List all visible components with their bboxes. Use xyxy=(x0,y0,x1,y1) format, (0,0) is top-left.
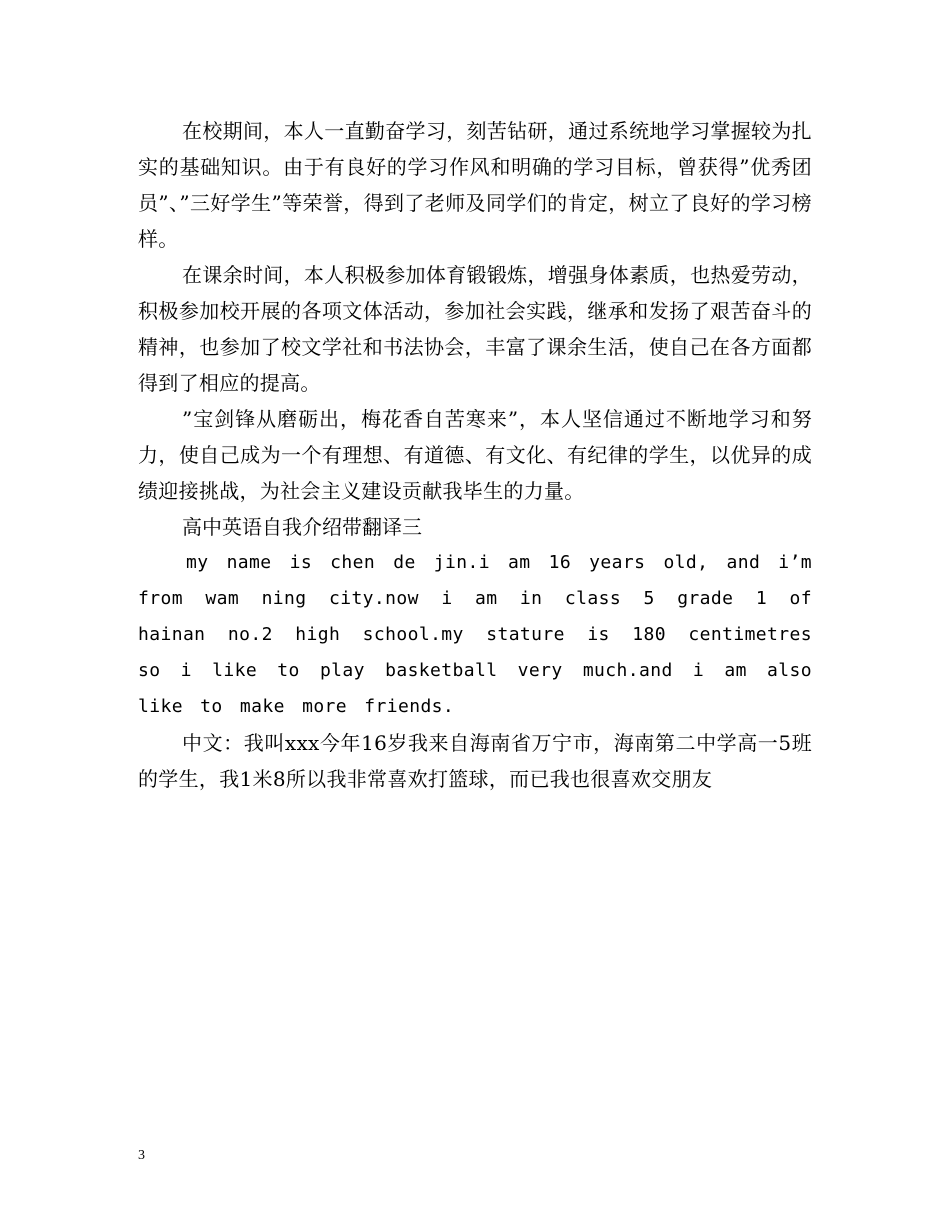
document-body xyxy=(138,113,812,797)
page-number: 3 xyxy=(138,1148,145,1163)
paragraph-school-study: 在校期间，本人一直勤奋学习，刻苦钻研，通过系统地学习掌握较为扎实的基础知识。由于有良好的学习作风和明确的学习目标，曾获得”优秀团员”、”三好学生”等荣誉，得到了老师及同学们的肯定，树立了良好的学习榜样。 xyxy=(138,119,812,251)
section-heading: 高中英语自我介绍带翻译三 xyxy=(182,515,422,539)
english-introduction: my name is chen de jin.i am 16 years old, and i’m from wam ning city.now i am in class 5 grade 1 of hainan no.2 high school.my stature is 180 centimetres so i like to play basketball very much.and i am also like to make more friends. xyxy=(138,552,812,717)
paragraph-motto: ”宝剑锋从磨砺出，梅花香自苦寒来”，本人坚信通过不断地学习和努力，使自己成为一个有理想、有道德、有文化、有纪律的学生，以优异的成绩迎接挑战，为社会主义建设贡献我毕生的力量。 xyxy=(138,407,812,503)
chinese-translation: 中文：我叫xxx今年16岁我来自海南省万宁市，海南第二中学高一5班的学生，我1米8所以我非常喜欢打篮球，而已我也很喜欢交朋友 xyxy=(138,731,812,791)
paragraph-extracurricular: 在课余时间，本人积极参加体育锻锻炼，增强身体素质，也热爱劳动，积极参加校开展的各项文体活动，参加社会实践，继承和发扬了艰苦奋斗的精神，也参加了校文学社和书法协会，丰富了课余生活，使自己在各方面都得到了相应的提高。 xyxy=(138,263,812,395)
